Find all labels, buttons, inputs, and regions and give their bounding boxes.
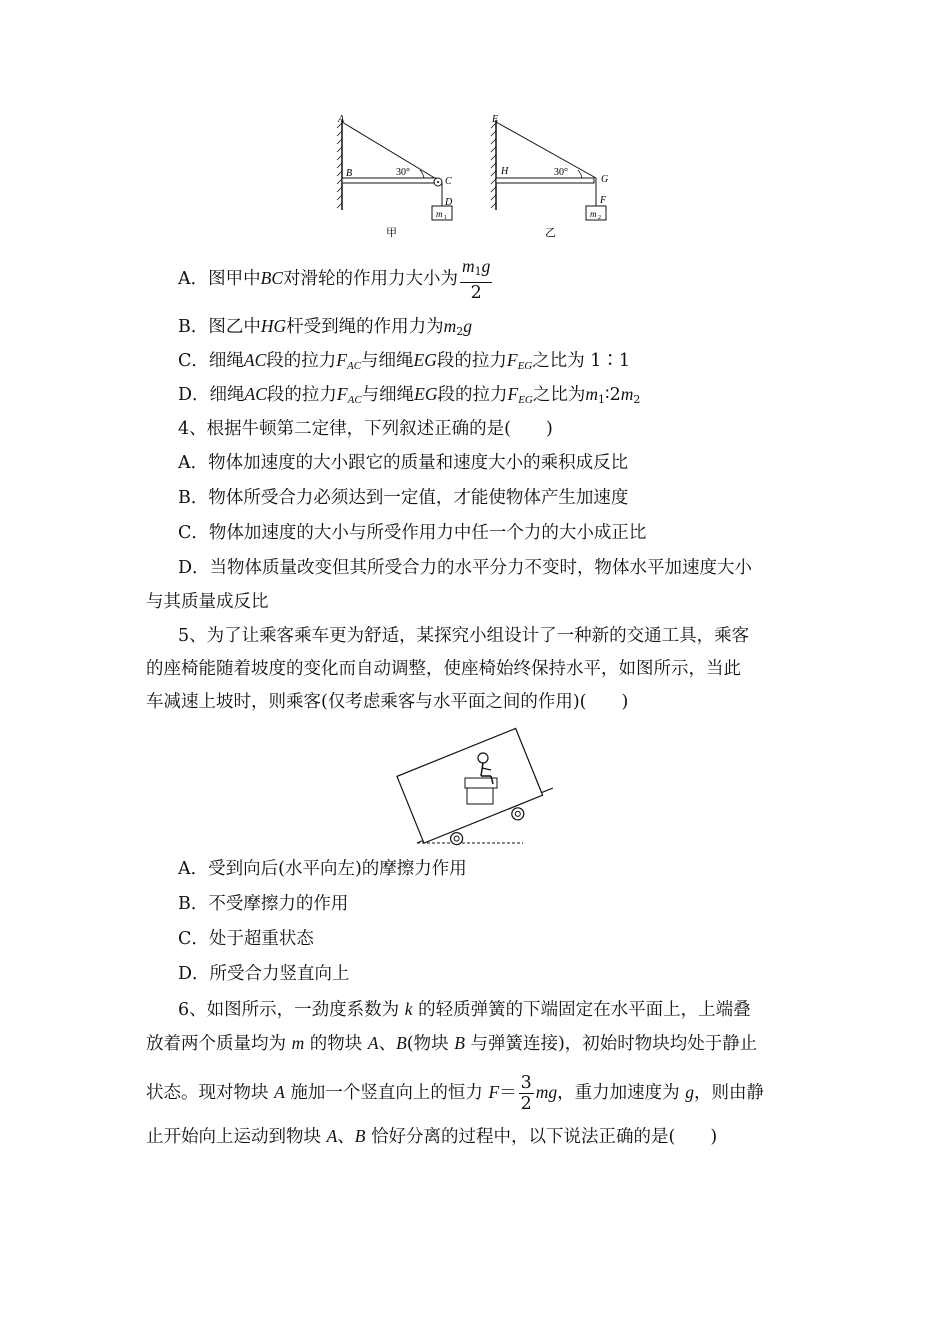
label-F: F (600, 195, 607, 206)
label-G: G (601, 174, 609, 185)
caption-yi: 乙 (545, 227, 556, 239)
label-C: C (445, 176, 452, 187)
q4-option-b: B．物体所受合力必须达到一定值，才能使物体产生加速度 (178, 488, 629, 508)
figure-jia (337, 114, 453, 239)
label-m2: m (590, 209, 597, 219)
label-D: D (445, 197, 453, 208)
q5-stem-line3: 车减速上坡时，则乘客(仅考虑乘客与水平面之间的作用)( ) (146, 692, 629, 712)
q3-option-a: A．图甲中BC对滑轮的作用力大小为 $\frac{m_1g}{2}$ (178, 256, 491, 303)
q4-stem: 4、根据牛顿第二定律，下列叙述正确的是( ) (178, 419, 553, 439)
q5-stem-line1: 5、为了让乘客乘车更为舒适，某探究小组设计了一种新的交通工具，乘客 (178, 626, 750, 646)
q5-stem-line2: 的座椅能随着坡度的变化而自动调整，使座椅始终保持水平，如图所示，当此 (146, 659, 741, 679)
q3-option-b: B．图乙中HG杆受到绳的作用力为$m_2g$ (178, 316, 473, 338)
label-H: H (501, 166, 509, 177)
figure-car-on-slope (395, 718, 555, 850)
label-A: A (338, 114, 345, 125)
label-E: E (492, 114, 499, 125)
fraction-3-over-2: $\frac{3}{2}$ (520, 1073, 532, 1114)
label-angle-left: 30° (396, 167, 410, 178)
q4-option-c: C．物体加速度的大小与所受作用力中任一个力的大小成正比 (178, 523, 647, 543)
figure-jia-yi (320, 108, 630, 243)
q6-stem-line4: 止开始向上运动到物块 A、B 恰好分离的过程中，以下说法正确的是( ) (146, 1126, 718, 1147)
caption-jia: 甲 (386, 227, 397, 239)
q4-option-a: A．物体加速度的大小跟它的质量和速度大小的乘积成反比 (178, 453, 629, 473)
q4-option-d-line2: 与其质量成反比 (146, 592, 269, 612)
label-m2-sub: 2 (598, 215, 601, 221)
q3-option-c: C．细绳AC段的拉力$F_{AC}$与细绳EG段的拉力$F_{EG}$之比为 1∶1 (178, 350, 631, 372)
q5-option-d: D．所受合力竖直向上 (178, 964, 350, 984)
q5-option-b: B．不受摩擦力的作用 (178, 894, 349, 914)
label-angle-right: 30° (554, 167, 568, 178)
label-m1: m (436, 209, 443, 219)
q6-stem-line3: 状态。现对物块 A 施加一个竖直向上的恒力 F＝ $\frac{3}{2}$ mg，重力加速度为 g，则由静 (146, 1073, 764, 1114)
q3-option-d: D．细绳AC段的拉力$F_{AC}$与细绳EG段的拉力$F_{EG}$之比为$m_1∶2m_2$ (178, 384, 641, 406)
q6-stem-line2: 放着两个质量均为 m 的物块 A、B(物块 B 与弹簧连接)，初始时物块均处于静止 (146, 1033, 758, 1054)
q6-stem-line1: 6、如图所示，一劲度系数为 k 的轻质弹簧的下端固定在水平面上，上端叠 (178, 999, 751, 1020)
q5-option-a: A．受到向后(水平向左)的摩擦力作用 (178, 859, 467, 879)
q4-option-d-line1: D．当物体质量改变但其所受合力的水平分力不变时，物体水平加速度大小 (178, 558, 753, 578)
figure-yi (491, 114, 608, 239)
fraction-m1g-over-2: $\frac{m_1g}{2}$ (462, 256, 491, 303)
q5-option-c: C．处于超重状态 (178, 929, 314, 949)
label-m1-sub: 1 (444, 215, 447, 221)
label-B: B (346, 168, 353, 179)
